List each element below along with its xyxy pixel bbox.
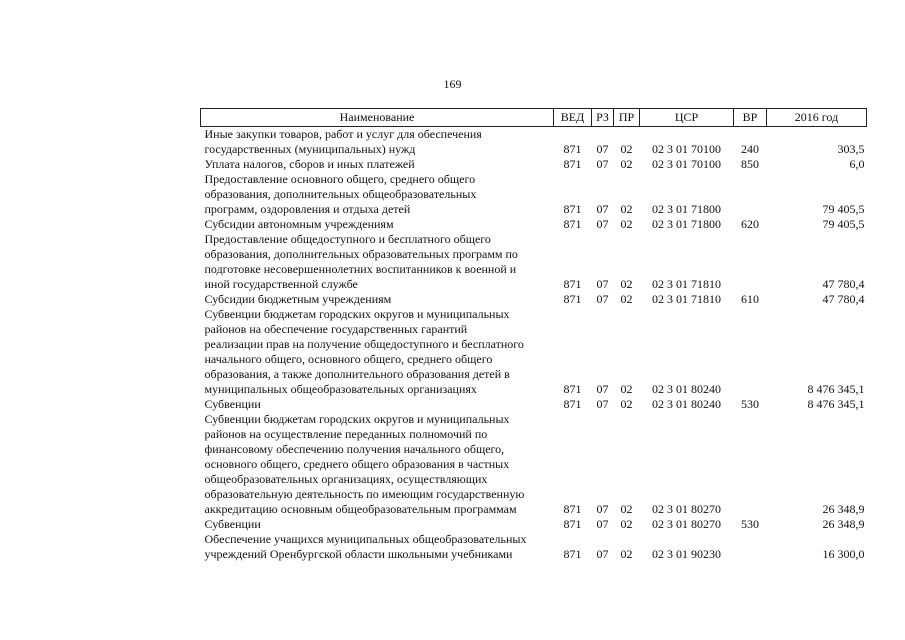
row-name-line: аккредитацию основным общеобразовательным программам xyxy=(204,502,517,516)
table-body xyxy=(201,127,867,563)
row-name-line: подготовке несовершеннолетних воспитанников к военной и xyxy=(204,262,517,276)
row-name-line: основного общего, среднего общего образования в частных xyxy=(204,457,510,471)
row-pr: 02 xyxy=(620,157,633,171)
row-pr: 02 xyxy=(620,202,633,216)
row-vr xyxy=(734,307,767,397)
table-header-row xyxy=(201,109,867,127)
row-amount: 16 300,0 xyxy=(822,547,865,561)
table-row xyxy=(201,532,867,562)
row-name xyxy=(201,127,554,158)
row-ved: 871 xyxy=(563,142,582,156)
row-vr xyxy=(734,532,767,562)
row-name xyxy=(201,172,554,217)
row-rz: 07 xyxy=(596,517,609,531)
row-ved: 871 xyxy=(563,517,582,531)
header-name: Наименование xyxy=(201,109,554,127)
row-name-line: районов на осуществление переданных полномочий по xyxy=(204,427,488,441)
table-row xyxy=(201,292,867,307)
header-year: 2016 год xyxy=(767,109,867,127)
row-name-line: учреждений Оренбургской области школьными учебниками xyxy=(204,547,513,561)
row-amount: 47 780,4 xyxy=(822,292,865,306)
row-rz: 07 xyxy=(596,217,609,231)
row-csr: 02 3 01 90230 xyxy=(652,547,721,561)
row-amount: 303,5 xyxy=(837,142,865,156)
row-pr: 02 xyxy=(620,382,633,396)
row-name-line: образования, а также дополнительного образования детей в xyxy=(204,367,510,381)
table-row xyxy=(201,127,867,158)
row-pr: 02 xyxy=(620,292,633,306)
row-name-line: финансовому обеспечению получения начального общего, xyxy=(204,442,505,456)
row-rz: 07 xyxy=(596,277,609,291)
row-name-line: Субвенции xyxy=(204,397,261,411)
row-vr: 620 xyxy=(741,217,759,231)
row-amount: 8 476 345,1 xyxy=(807,382,865,396)
header-pr: ПР xyxy=(614,109,640,127)
row-ved: 871 xyxy=(563,397,582,411)
row-ved: 871 xyxy=(563,217,582,231)
row-name-line: Субвенции xyxy=(204,517,261,531)
row-name xyxy=(201,532,554,562)
row-name-line: образования, дополнительных общеобразовательных xyxy=(204,187,477,201)
row-vr xyxy=(734,232,767,292)
row-csr: 02 3 01 80270 xyxy=(652,517,721,531)
table-row xyxy=(201,217,867,232)
row-name-line: Уплата налогов, сборов и иных платежей xyxy=(204,157,415,171)
row-name-line: Субвенции бюджетам городских округов и муниципальных xyxy=(204,307,510,321)
row-name xyxy=(201,517,554,532)
row-name xyxy=(201,397,554,412)
row-rz: 07 xyxy=(596,397,609,411)
row-pr: 02 xyxy=(620,397,633,411)
row-ved: 871 xyxy=(563,157,582,171)
row-ved: 871 xyxy=(563,382,582,396)
row-pr: 02 xyxy=(620,517,633,531)
row-csr: 02 3 01 80240 xyxy=(652,397,721,411)
header-rz: РЗ xyxy=(592,109,614,127)
row-rz: 07 xyxy=(596,157,609,171)
row-name-line: образования, дополнительных образовательных программ по xyxy=(204,247,518,261)
row-amount: 79 405,5 xyxy=(822,217,865,231)
row-vr: 610 xyxy=(741,292,759,306)
row-csr: 02 3 01 71810 xyxy=(652,277,721,291)
row-rz: 07 xyxy=(596,202,609,216)
table-row xyxy=(201,397,867,412)
row-name-line: реализации прав на получение общедоступного и бесплатного xyxy=(204,337,524,351)
row-name-line: Субсидии бюджетным учреждениям xyxy=(204,292,392,306)
header-ved: ВЕД xyxy=(554,109,592,127)
row-pr: 02 xyxy=(620,502,633,516)
row-vr xyxy=(734,412,767,517)
row-name xyxy=(201,232,554,292)
row-rz: 07 xyxy=(596,547,609,561)
row-name-line: иной государственной службе xyxy=(204,277,358,291)
row-name-line: начального общего, основного общего, среднего общего xyxy=(204,352,493,366)
row-csr: 02 3 01 80240 xyxy=(652,382,721,396)
table-row xyxy=(201,307,867,397)
row-amount: 47 780,4 xyxy=(822,277,865,291)
row-csr: 02 3 01 71800 xyxy=(652,217,721,231)
row-csr: 02 3 01 70100 xyxy=(652,142,721,156)
row-name-line: Предоставление общедоступного и бесплатного общего xyxy=(204,232,491,246)
row-name-line: Обеспечение учащихся муниципальных общеобразовательных xyxy=(204,532,527,546)
table-row xyxy=(201,232,867,292)
row-name xyxy=(201,412,554,517)
row-rz: 07 xyxy=(596,142,609,156)
row-ved: 871 xyxy=(563,502,582,516)
row-ved: 871 xyxy=(563,277,582,291)
row-amount: 26 348,9 xyxy=(822,502,865,516)
header-vr: ВР xyxy=(734,109,767,127)
budget-table xyxy=(200,108,867,562)
row-name-line: Субвенции бюджетам городских округов и муниципальных xyxy=(204,412,510,426)
row-rz: 07 xyxy=(596,292,609,306)
row-ved: 871 xyxy=(563,292,582,306)
row-name-line: Субсидии автономным учреждениям xyxy=(204,217,394,231)
row-name-line: программ, оздоровления и отдыха детей xyxy=(204,202,411,216)
row-vr xyxy=(734,172,767,217)
row-amount: 6,0 xyxy=(849,157,865,171)
table-row xyxy=(201,157,867,172)
row-name-line: Предоставление основного общего, среднего общего xyxy=(204,172,476,186)
row-pr: 02 xyxy=(620,217,633,231)
row-ved: 871 xyxy=(563,547,582,561)
table-row xyxy=(201,172,867,217)
row-name-line: государственных (муниципальных) нужд xyxy=(204,142,416,156)
row-ved: 871 xyxy=(563,202,582,216)
row-pr: 02 xyxy=(620,547,633,561)
row-rz: 07 xyxy=(596,382,609,396)
row-name xyxy=(201,292,554,307)
row-rz: 07 xyxy=(596,502,609,516)
row-vr: 530 xyxy=(741,517,759,531)
row-csr: 02 3 01 80270 xyxy=(652,502,721,516)
row-vr: 850 xyxy=(741,157,759,171)
row-name-line: образовательную деятельность по имеющим государственную xyxy=(204,487,525,501)
row-vr: 530 xyxy=(741,397,759,411)
page-number: 169 xyxy=(443,77,462,91)
row-csr: 02 3 01 71810 xyxy=(652,292,721,306)
row-amount: 8 476 345,1 xyxy=(807,397,865,411)
row-name xyxy=(201,217,554,232)
row-amount: 26 348,9 xyxy=(822,517,865,531)
row-amount: 79 405,5 xyxy=(822,202,865,216)
table-row xyxy=(201,517,867,532)
table-row xyxy=(201,412,867,517)
row-name xyxy=(201,157,554,172)
row-name-line: общеобразовательных организациях, осуществляющих xyxy=(204,472,488,486)
row-csr: 02 3 01 70100 xyxy=(652,157,721,171)
row-csr: 02 3 01 71800 xyxy=(652,202,721,216)
row-pr: 02 xyxy=(620,142,633,156)
row-vr: 240 xyxy=(741,142,759,156)
row-name-line: Иные закупки товаров, работ и услуг для обеспечения xyxy=(204,127,482,141)
row-pr: 02 xyxy=(620,277,633,291)
row-name xyxy=(201,307,554,397)
row-name-line: районов на обеспечение государственных гарантий xyxy=(204,322,468,336)
header-csr: ЦСР xyxy=(640,109,734,127)
row-name-line: муниципальных общеобразовательных организациях xyxy=(204,382,477,396)
